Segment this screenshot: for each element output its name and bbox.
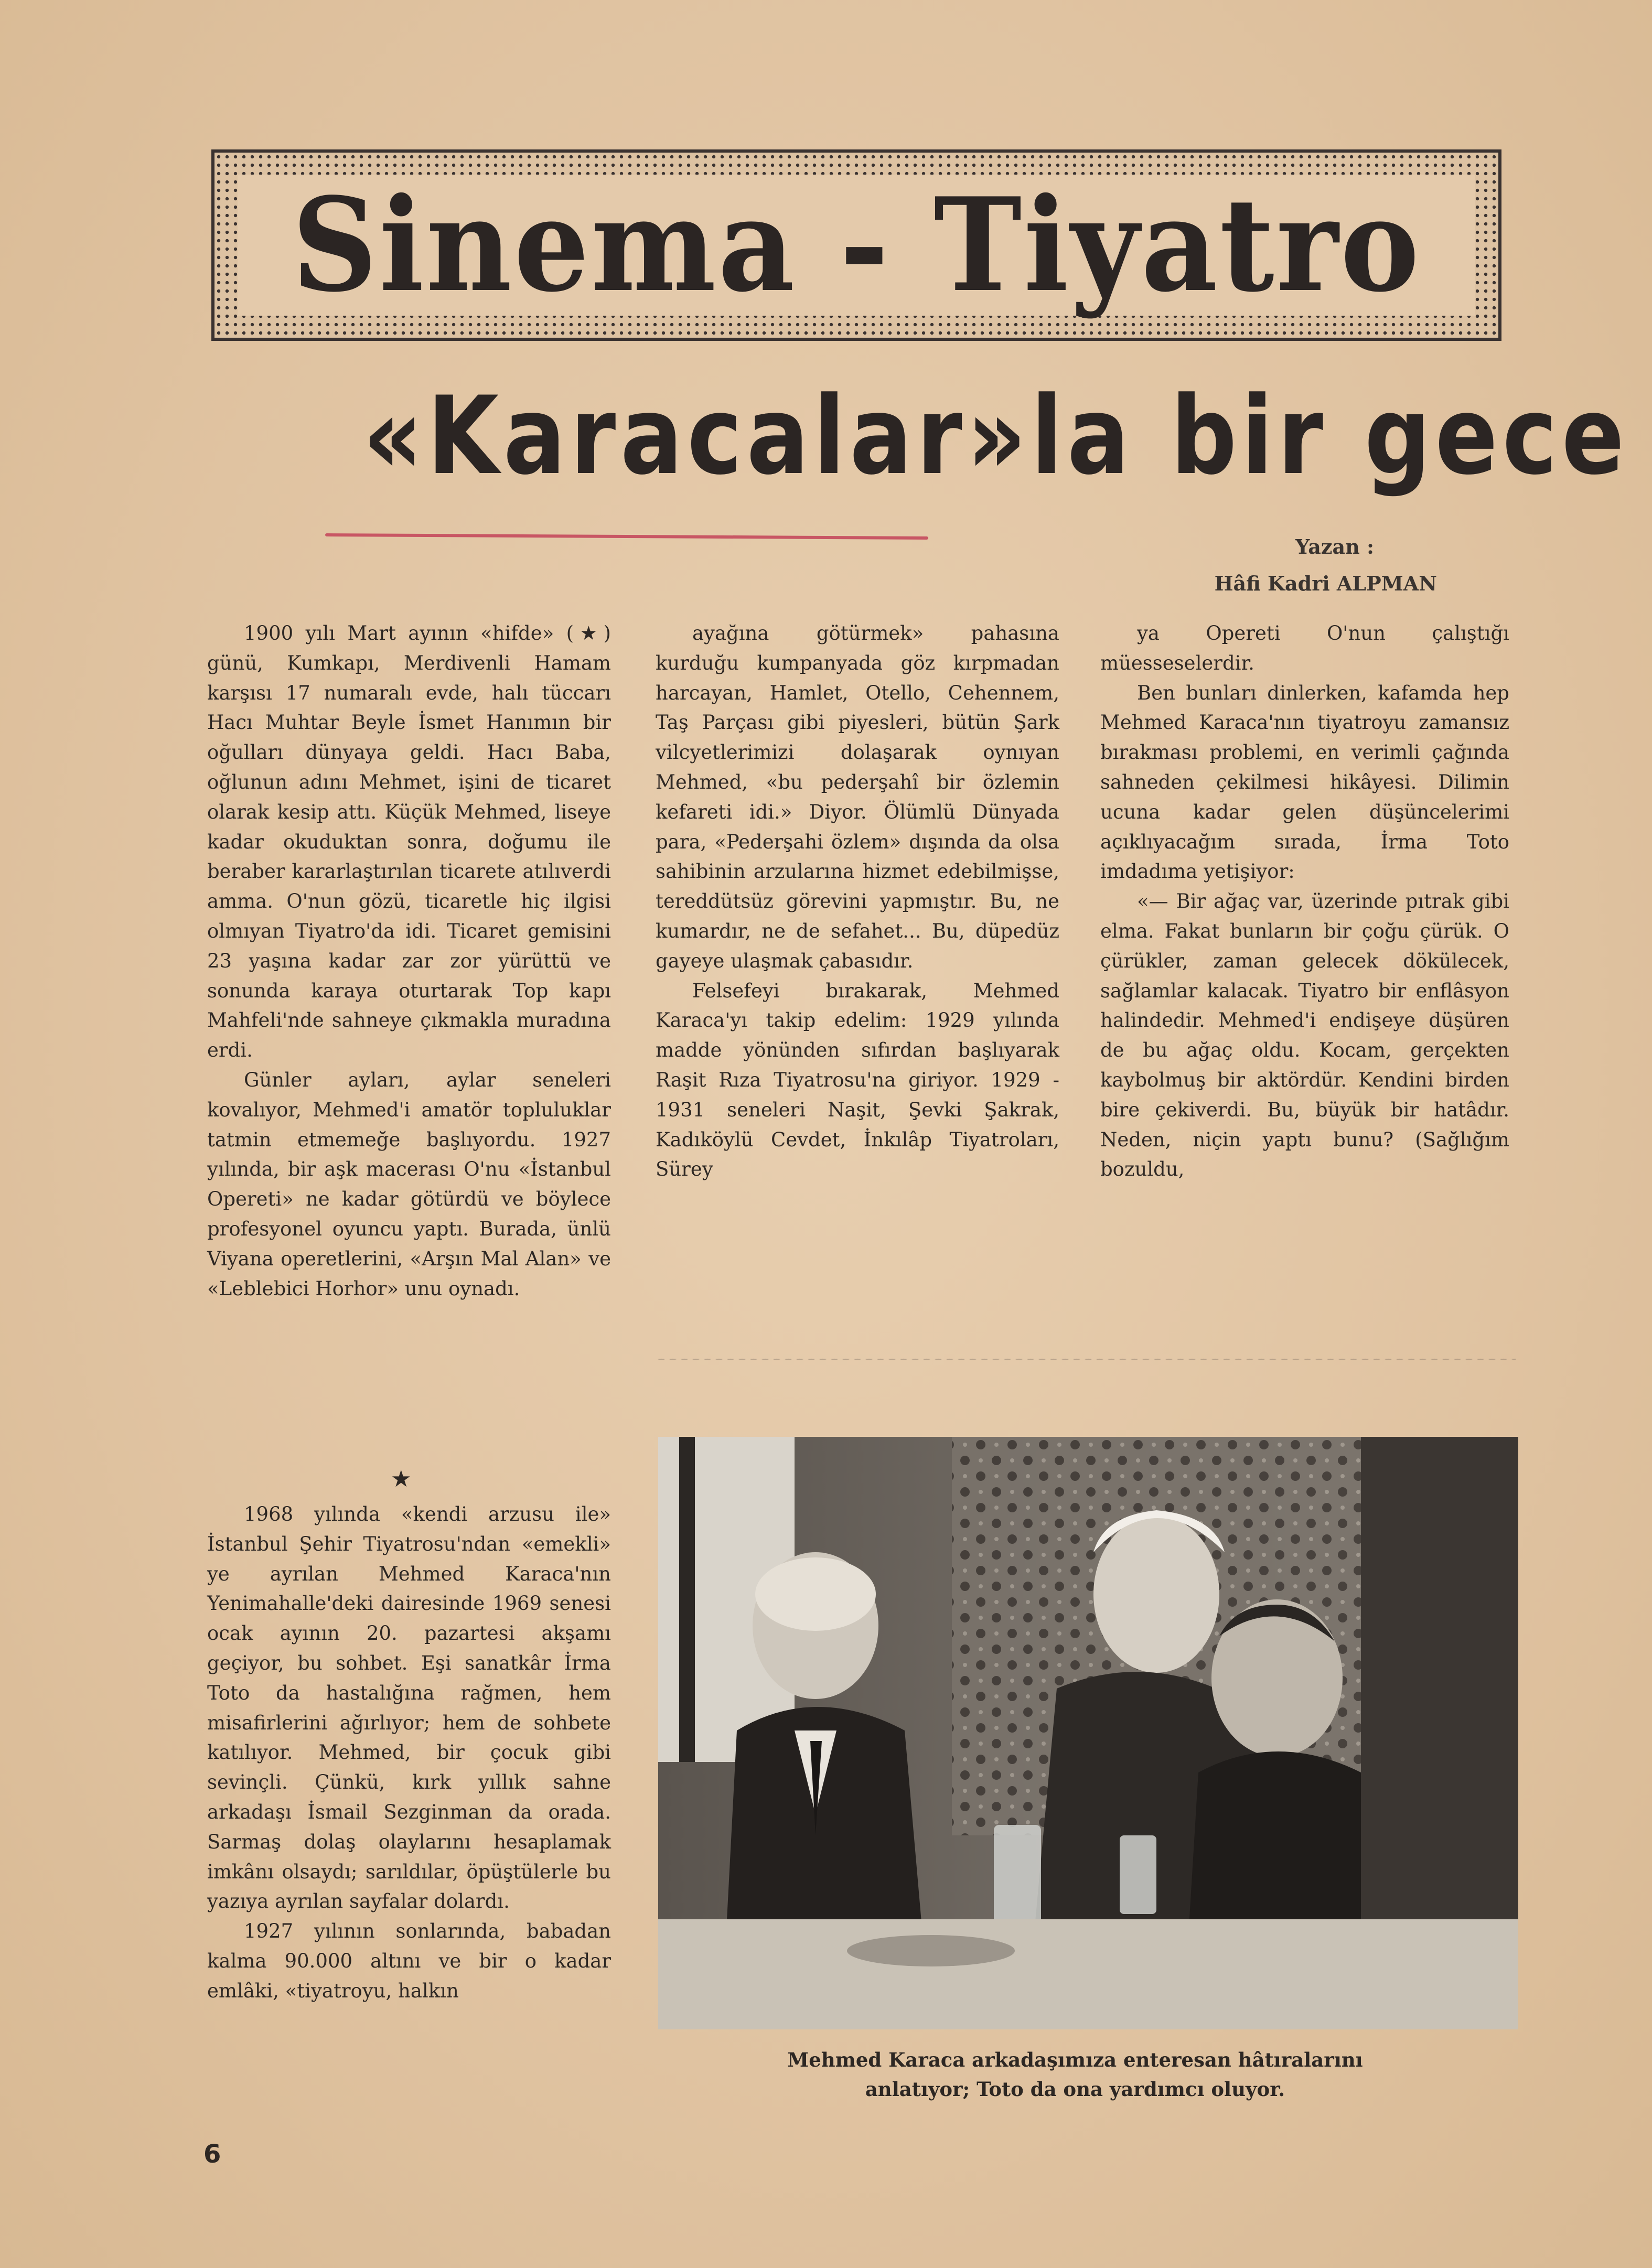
paragraph: 1927 yılının sonlarında, babadan kalma 90.000 altını ve bir o kadar emlâki, «tiyatroyu, halkın — [207, 1920, 611, 2002]
paragraph: Felsefeyi bırakarak, Mehmed Karaca'yı takip edelim: 1929 yılında madde yönünden sıfırdan başlıyarak Raşit Rıza Tiyatrosu'na giriyor. 1929 - 1931 seneleri Naşit, Şevki Şakrak, Kadıköylü Cevdet, İnkılâp Tiyatroları, Sürey — [656, 979, 1059, 1181]
photo-illustration — [658, 1437, 1518, 2029]
article-column-1-lower — [207, 1500, 611, 2006]
paragraph: ya Opereti O'nun çalıştığı müesseselerdir. — [1100, 622, 1509, 674]
page-number: 6 — [203, 2140, 221, 2169]
paragraph: ayağına götürmek» pahasına kurduğu kumpanyada göz kırpmadan harcayan, Hamlet, Otello, Cehennem, Taş Parçası gibi piyesleri, bütün Şark vilcyetlerimizi dolaşarak oynıyan Mehmed, «bu pederşahî bir özlemin kefareti idi.» Diyor. Ölümlü Dünyada para, «Pederşahi özlem» dışında da olsa sahibinin arzularına hizmet edebilmişse, tereddütsüz görevini yapmıştır. Bu, ne kumardır, ne de sefahet... Bu, düpedüz gayeye ulaşmak çabasıdır. — [656, 622, 1059, 972]
print-dots-divider — [656, 1358, 1516, 1360]
article-column-2 — [656, 619, 1059, 1185]
paragraph: 1968 yılında «kendi arzusu ile» İstanbul Şehir Tiyatrosu'ndan «emekli» ye ayrılan Mehmed Karaca'nın Yenimahalle'deki dairesinde 1969 senesi ocak ayının 20. pazartesi akşamı geçiyor, bu sohbet. Eşi sanatkâr İrma Toto da hastalığına rağmen, hem misafirlerini ağırlıyor; hem de sohbete katılıyor. Mehmed, bir çocuk gibi sevinçli. Çünkü, kırk yıllık sahne arkadaşı İsmail Sezginman da orada. Sarmaş dolaş olaylarını hesaplamak imkânı olsaydı; sarıldılar, öpüştülerle bu yazıya ayrılan sayfalar dolardı. — [207, 1503, 611, 1913]
article-column-1 — [207, 619, 611, 1304]
paragraph: Ben bunları dinlerken, kafamda hep Mehmed Karaca'nın tiyatroyu zamansız bırakması problemi, en verimli çağında sahneden çekilmesi hikâyesi. Dilimin ucuna kadar gelen düşüncelerimi açıklıyacağım sırada, İrma Toto imdadıma yetişiyor: — [1100, 681, 1509, 883]
byline-author: Hâfi Kadri ALPMAN — [1214, 572, 1437, 595]
section-header-inner — [238, 169, 1475, 320]
article-headline: «Karacalar»la bir gece — [363, 374, 1629, 499]
section-star-separator: ★ — [391, 1466, 412, 1492]
photo-caption: Mehmed Karaca arkadaşımıza enteresan hâtıralarını anlatıyor; Toto da ona yardımcı oluyor. — [787, 2048, 1363, 2101]
section-title: Sinema - Tiyatro — [292, 169, 1421, 320]
byline-label: Yazan : — [1295, 535, 1374, 558]
paragraph: «— Bir ağaç var, üzerinde pıtrak gibi elma. Fakat bunların bir çoğu çürük. O çürükler, zaman gelecek dökülecek, sağlamlar kalacak. Tiyatro bir enflâsyon halindedir. Mehmed'i endişeye düşüren de bu ağaç oldu. Kocam, gerçekten kaybolmuş bir aktördür. Kendini birden bire çekiverdi. Bu, büyük bir hatâdır. Neden, niçin yaptı bunu? (Sağlığım bozuldu, — [1100, 890, 1509, 1181]
paragraph: 1900 yılı Mart ayının «hifde» (★) günü, Kumkapı, Merdivenli Hamam karşısı 17 numaralı evde, halı tüccarı Hacı Muhtar Beyle İsmet Hanımın bir oğulları dünyaya geldi. Hacı Baba, oğlunun adını Mehmet, işini de ticaret olarak kesip attı. Küçük Mehmed, liseye kadar okuduktan sonra, doğumu ile beraber kararlaştırılan ticarete atılıverdi amma. O'nun gözü, ticaretle hiç ilgisi olmıyan Tiyatro'da idi. Ticaret gemisini 23 yaşına kadar zar zor yürüttü ve sonunda karaya oturtarak Top kapı Mahfeli'nde sahneye çıkmakla muradına erdi. — [207, 622, 611, 1062]
section-header-band — [211, 149, 1501, 341]
pencil-underline — [325, 533, 928, 540]
article-column-3 — [1100, 619, 1509, 1185]
paragraph: Günler ayları, aylar seneleri kovalıyor, Mehmed'i amatör topluluklar tatmin etmemeğe başlıyordu. 1927 yılında, bir aşk macerası O'nu «İstanbul Opereti» ne kadar götürdü ve böylece profesyonel oyuncu yaptı. Burada, ünlü Viyana operetlerini, «Arşın Mal Alan» ve «Leblebici Horhor» unu oynadı. — [207, 1068, 611, 1300]
article-photo — [658, 1437, 1518, 2029]
